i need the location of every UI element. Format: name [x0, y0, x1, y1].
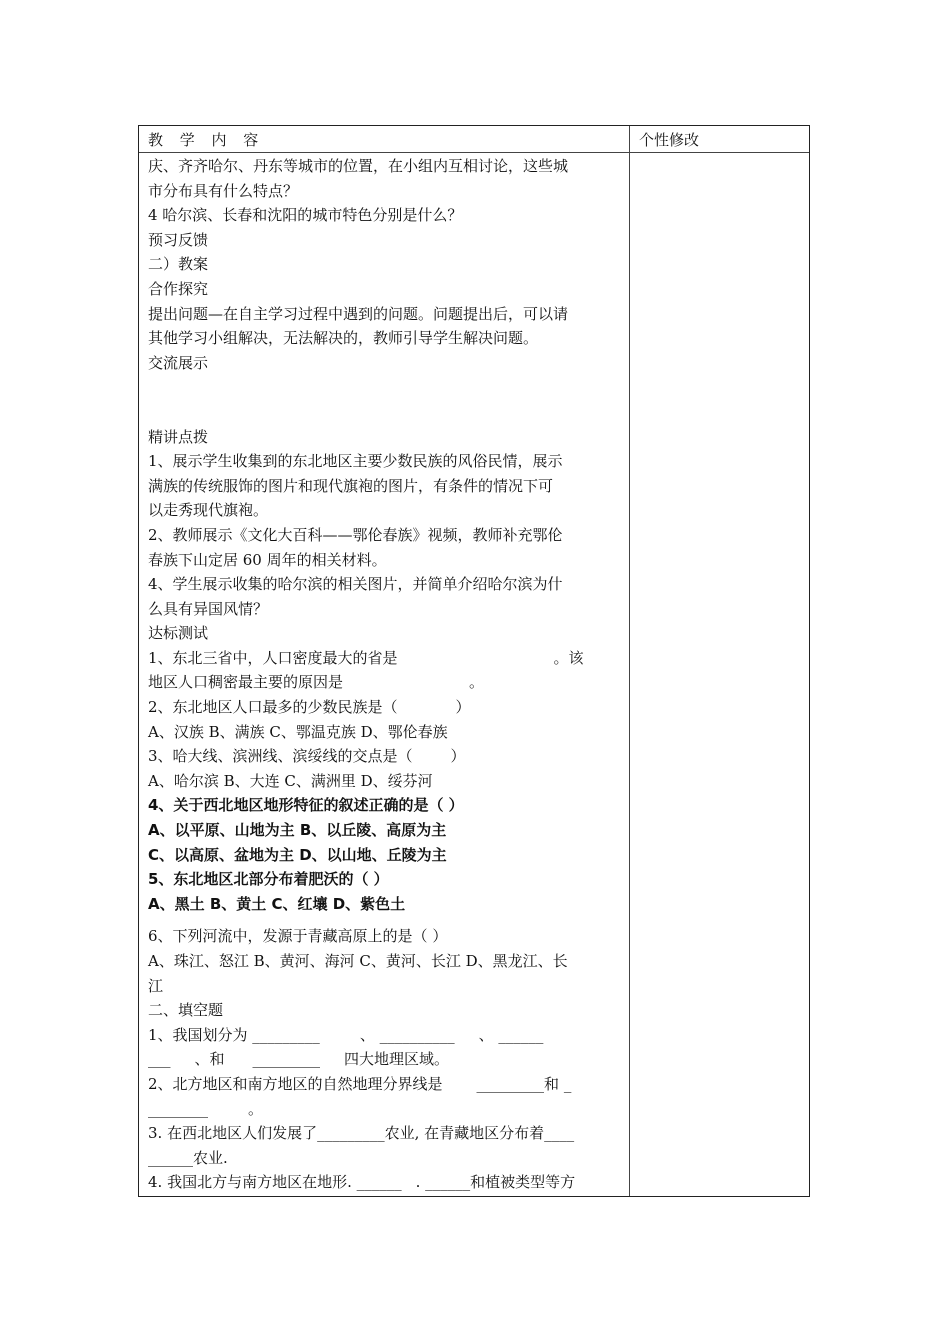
question-4: 4、关于西北地区地形特征的叙述正确的是（ ） [148, 796, 464, 815]
text-line: 么具有异国风情？ [148, 599, 269, 618]
section-heading: 交流展示 [148, 353, 209, 372]
question-4-options-cd: C、以高原、盆地为主 D、以山地、丘陵为主 [148, 845, 447, 864]
fill-question-1: 1、我国划分为 _________ 、 __________ 、 ______ [148, 1025, 544, 1044]
fill-question-2-cont: ________ 。 [148, 1099, 264, 1118]
section-heading: 二）教案 [148, 255, 209, 274]
question-2: 2、东北地区人口最多的少数民族是（ ） [148, 698, 471, 717]
column-divider [629, 126, 630, 1196]
question-3-options: A、哈尔滨 B、大连 C、满洲里 D、绥芬河 [148, 771, 433, 790]
fill-question-3: 3. 在西北地区人们发展了_________农业, 在青藏地区分布着____ [148, 1124, 575, 1143]
text-line: 春族下山定居 60 周年的相关材料。 [148, 550, 387, 569]
text-line: 其他学习小组解决，无法解决的，教师引导学生解决问题。 [148, 329, 539, 348]
teaching-content-body [148, 154, 622, 1195]
text-line: 4 哈尔滨、长春和沈阳的城市特色分别是什么？ [148, 206, 463, 225]
header-divider [139, 152, 809, 153]
text-line: 市分布具有什么特点？ [148, 181, 299, 200]
text-line: 提出问题—在自主学习过程中遇到的问题。问题提出后，可以请 [148, 304, 569, 323]
question-5-options: A、黑土 B、黄土 C、红壤 D、紫色土 [148, 894, 406, 913]
question-2-options: A、汉族 B、满族 C、鄂温克族 D、鄂伦春族 [148, 722, 448, 741]
section-heading: 二、填空题 [148, 1001, 224, 1020]
question-1-cont: 地区人口稠密最主要的原因是 。 [148, 673, 485, 692]
section-heading: 精讲点拨 [148, 427, 209, 446]
question-6-options-cont: 江 [148, 976, 164, 995]
text-line: 2、教师展示《文化大百科——鄂伦春族》视频，教师补充鄂伦 [148, 525, 563, 544]
section-heading: 预习反馈 [148, 230, 209, 249]
question-6-options: A、珠江、怒江 B、黄河、海河 C、黄河、长江 D、黑龙江、长 [148, 952, 568, 970]
text-line: 庆、齐齐哈尔、丹东等城市的位置，在小组内互相讨论，这些城 [148, 157, 569, 175]
question-6: 6、下列河流中，发源于青藏高原上的是（ ） [148, 927, 448, 946]
fill-question-2: 2、北方地区和南方地区的自然地理分界线是 _________和 _ [148, 1074, 572, 1093]
lesson-plan-table [138, 125, 810, 1197]
question-1: 1、东北三省中，人口密度最大的省是 。该 [148, 648, 584, 667]
section-heading: 合作探究 [148, 279, 209, 298]
fill-question-4: 4. 我国北方与南方地区在地形. ______ . ______和植被类型等方 [148, 1173, 576, 1192]
header-teaching-content: 教 学 内 容 [148, 131, 265, 149]
fill-question-3-cont: ______农业. [148, 1148, 228, 1167]
text-line: 以走秀现代旗袍。 [148, 501, 269, 520]
question-3: 3、哈大线、滨洲线、滨绥线的交点是（ ） [148, 747, 466, 766]
question-4-options-ab: A、以平原、山地为主 B、以丘陵、高原为主 [148, 821, 447, 840]
text-line: 1、展示学生收集到的东北地区主要少数民族的风俗民情，展示 [148, 452, 563, 471]
section-heading: 达标测试 [148, 624, 209, 643]
text-line: 满族的传统服饰的图片和现代旗袍的图片，有条件的情况下可 [148, 476, 554, 495]
question-5: 5、东北地区北部分布着肥沃的（ ） [148, 870, 389, 889]
fill-question-1-cont: ___ 、和 _________ 四大地理区域。 [148, 1050, 450, 1069]
header-personal-revision: 个性修改 [639, 131, 700, 149]
text-line: 4、学生展示收集的哈尔滨的相关图片，并简单介绍哈尔滨为什 [148, 575, 563, 594]
